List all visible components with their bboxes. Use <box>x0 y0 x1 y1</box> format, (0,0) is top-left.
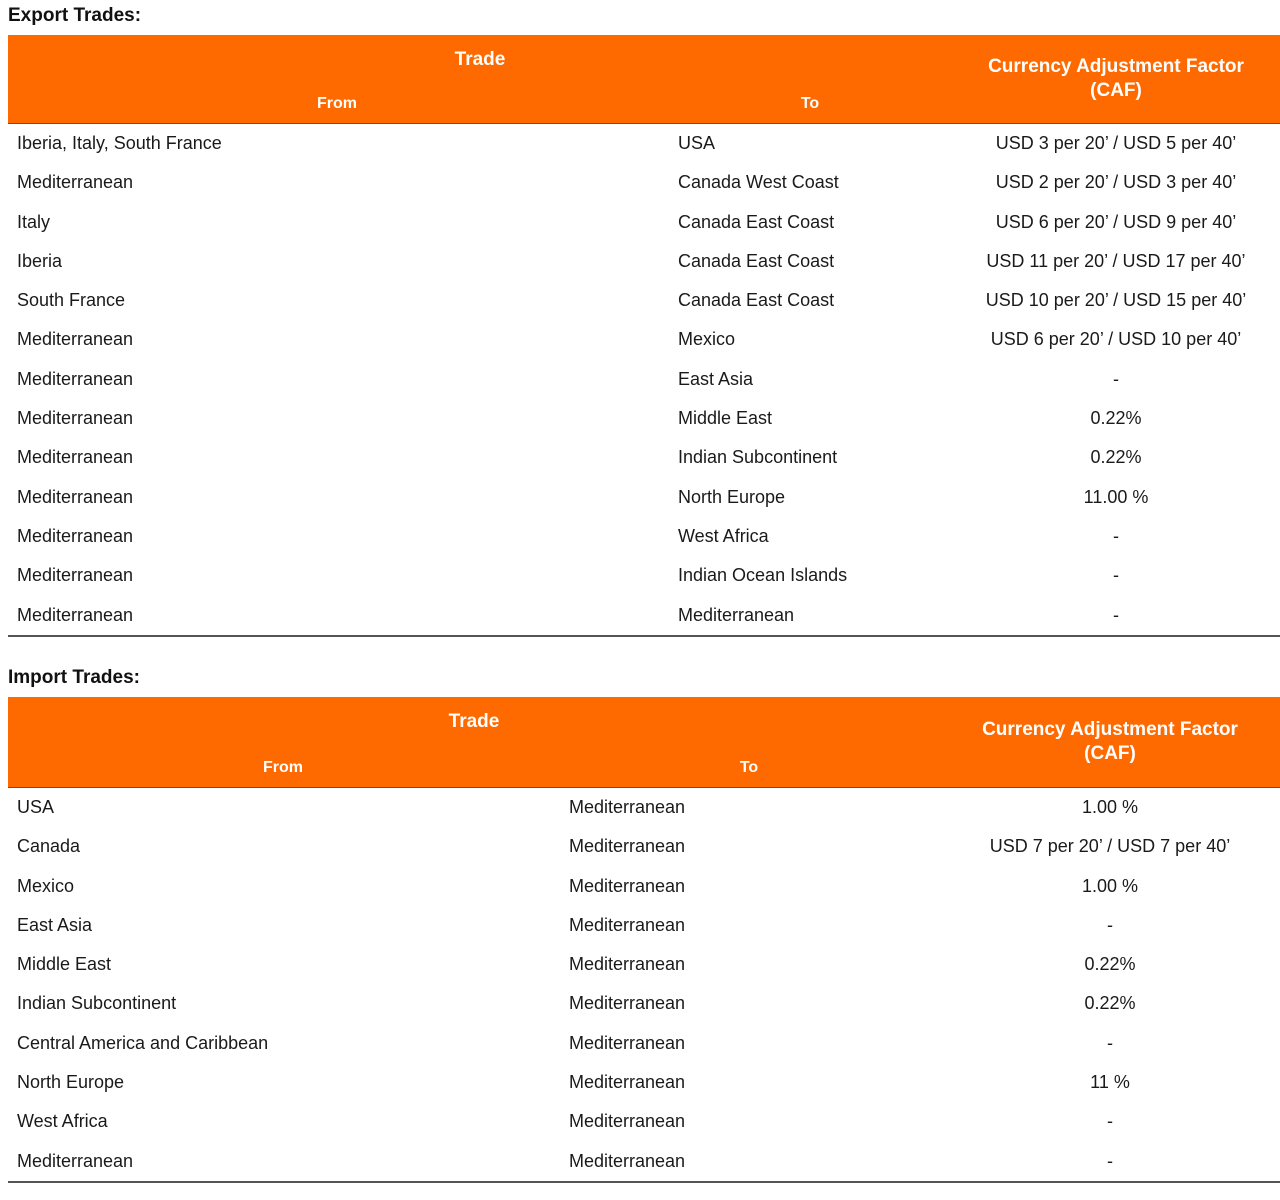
caf-cell: 0.22% <box>1084 993 1136 1014</box>
caf-cell: 0.22% <box>1090 408 1142 429</box>
from-cell: Mexico <box>17 875 75 896</box>
import-table-row <box>8 1102 1280 1141</box>
import-header-caf-line2: (CAF) <box>1084 743 1136 764</box>
import-bottom-rule <box>8 1181 1280 1183</box>
to-cell: Indian Subcontinent <box>678 447 838 468</box>
from-cell: Mediterranean <box>17 329 134 350</box>
export-section <box>8 2 1280 637</box>
import-trades-title: Import Trades: <box>8 667 140 688</box>
from-cell: South France <box>17 290 126 311</box>
from-cell: Central America and Caribbean <box>17 1032 269 1053</box>
import-table-row <box>8 1142 1280 1181</box>
caf-cell: USD 6 per 20’ / USD 10 per 40’ <box>990 329 1242 350</box>
export-table-row <box>8 478 1280 517</box>
export-header-from: From <box>317 95 357 112</box>
from-cell: Mediterranean <box>17 565 134 586</box>
caf-cell: 11.00 % <box>1083 486 1149 507</box>
from-cell: Iberia, Italy, South France <box>17 133 222 153</box>
export-table-row <box>8 360 1280 399</box>
export-header-caf <box>952 55 1280 103</box>
export-table-header <box>8 35 1280 123</box>
from-cell: Iberia <box>17 250 63 271</box>
from-cell: Mediterranean <box>17 447 134 468</box>
to-cell: USA <box>678 133 716 153</box>
to-cell: Indian Ocean Islands <box>678 565 848 586</box>
caf-cell: USD 6 per 20’ / USD 9 per 40’ <box>995 211 1237 232</box>
from-cell: Indian Subcontinent <box>17 993 177 1014</box>
caf-cell: - <box>1113 368 1119 389</box>
export-table-row <box>8 163 1280 202</box>
from-cell: Canada <box>17 836 81 857</box>
to-cell: Canada East Coast <box>678 290 835 311</box>
import-table-body <box>8 788 1280 1181</box>
import-table-row <box>8 788 1280 827</box>
to-cell: Mediterranean <box>569 1111 686 1132</box>
caf-cell: - <box>1113 525 1119 546</box>
to-cell: Mediterranean <box>569 797 686 817</box>
export-header-trade: Trade <box>454 49 506 70</box>
to-cell: East Asia <box>678 368 754 389</box>
from-cell: Mediterranean <box>17 604 134 625</box>
caf-cell: - <box>1107 1150 1113 1171</box>
to-cell: Mediterranean <box>678 604 795 625</box>
from-cell: West Africa <box>17 1111 108 1132</box>
export-trades-title: Export Trades: <box>8 5 142 26</box>
export-table-row <box>8 438 1280 477</box>
import-header-caf <box>940 718 1280 766</box>
caf-cell: - <box>1113 565 1119 586</box>
to-cell: Canada West Coast <box>678 172 839 193</box>
from-cell: Mediterranean <box>17 368 134 389</box>
export-table-row <box>8 281 1280 320</box>
import-table-row <box>8 827 1280 866</box>
from-cell: Mediterranean <box>17 525 134 546</box>
import-table-row <box>8 867 1280 906</box>
import-table-row <box>8 1063 1280 1102</box>
export-bottom-rule <box>8 635 1280 637</box>
import-header-trade: Trade <box>448 711 500 732</box>
import-section <box>8 664 1280 1183</box>
export-table-body <box>8 124 1280 635</box>
from-cell: Mediterranean <box>17 172 134 193</box>
to-cell: Middle East <box>678 408 773 429</box>
export-table-row <box>8 203 1280 242</box>
from-cell: Mediterranean <box>17 408 134 429</box>
export-table-row <box>8 242 1280 281</box>
to-cell: Mediterranean <box>569 1072 686 1093</box>
import-table-row <box>8 984 1280 1023</box>
from-cell: Middle East <box>17 954 112 975</box>
from-cell: North Europe <box>17 1072 125 1093</box>
caf-cell: USD 10 per 20’ / USD 15 per 40’ <box>985 290 1247 311</box>
caf-cell: 0.22% <box>1084 954 1136 975</box>
from-cell: East Asia <box>17 914 93 935</box>
export-header-caf-line2: (CAF) <box>1090 80 1142 101</box>
caf-cell: - <box>1113 604 1119 625</box>
to-cell: Canada East Coast <box>678 250 835 271</box>
caf-cell: USD 2 per 20’ / USD 3 per 40’ <box>995 172 1237 193</box>
from-cell: USA <box>17 797 55 817</box>
import-table-header <box>8 697 1280 787</box>
caf-cell: 1.00 % <box>1081 875 1139 896</box>
export-table-row <box>8 320 1280 359</box>
caf-cell: USD 11 per 20’ / USD 17 per 40’ <box>986 250 1246 271</box>
export-table-row <box>8 399 1280 438</box>
import-header-caf-line1: Currency Adjustment Factor <box>982 719 1238 740</box>
import-header-from: From <box>263 759 303 776</box>
export-header-to: To <box>800 95 820 112</box>
import-table-row <box>8 945 1280 984</box>
import-table-row <box>8 1024 1280 1063</box>
to-cell: Mediterranean <box>569 914 686 935</box>
caf-cell: 1.00 % <box>1081 797 1139 817</box>
caf-cell: 11 % <box>1090 1072 1130 1093</box>
import-header-to: To <box>739 759 759 776</box>
import-table-row <box>8 906 1280 945</box>
to-cell: Canada East Coast <box>678 211 835 232</box>
to-cell: Mediterranean <box>569 836 686 857</box>
caf-cell: 0.22% <box>1090 447 1142 468</box>
from-cell: Mediterranean <box>17 1150 134 1171</box>
from-cell: Italy <box>17 211 51 232</box>
to-cell: Mexico <box>678 329 736 350</box>
caf-cell: USD 7 per 20’ / USD 7 per 40’ <box>989 836 1231 857</box>
to-cell: North Europe <box>678 486 786 507</box>
caf-cell: - <box>1107 1111 1113 1132</box>
to-cell: Mediterranean <box>569 954 686 975</box>
to-cell: Mediterranean <box>569 1150 686 1171</box>
caf-cell: USD 3 per 20’ / USD 5 per 40’ <box>995 133 1237 153</box>
to-cell: West Africa <box>678 525 769 546</box>
export-table-row <box>8 596 1280 635</box>
to-cell: Mediterranean <box>569 993 686 1014</box>
to-cell: Mediterranean <box>569 875 686 896</box>
to-cell: Mediterranean <box>569 1032 686 1053</box>
export-table-row <box>8 124 1280 163</box>
export-table-row <box>8 517 1280 556</box>
caf-cell: - <box>1107 914 1113 935</box>
from-cell: Mediterranean <box>17 486 134 507</box>
export-table-row <box>8 556 1280 595</box>
caf-cell: - <box>1107 1032 1113 1053</box>
export-header-caf-line1: Currency Adjustment Factor <box>988 56 1244 77</box>
